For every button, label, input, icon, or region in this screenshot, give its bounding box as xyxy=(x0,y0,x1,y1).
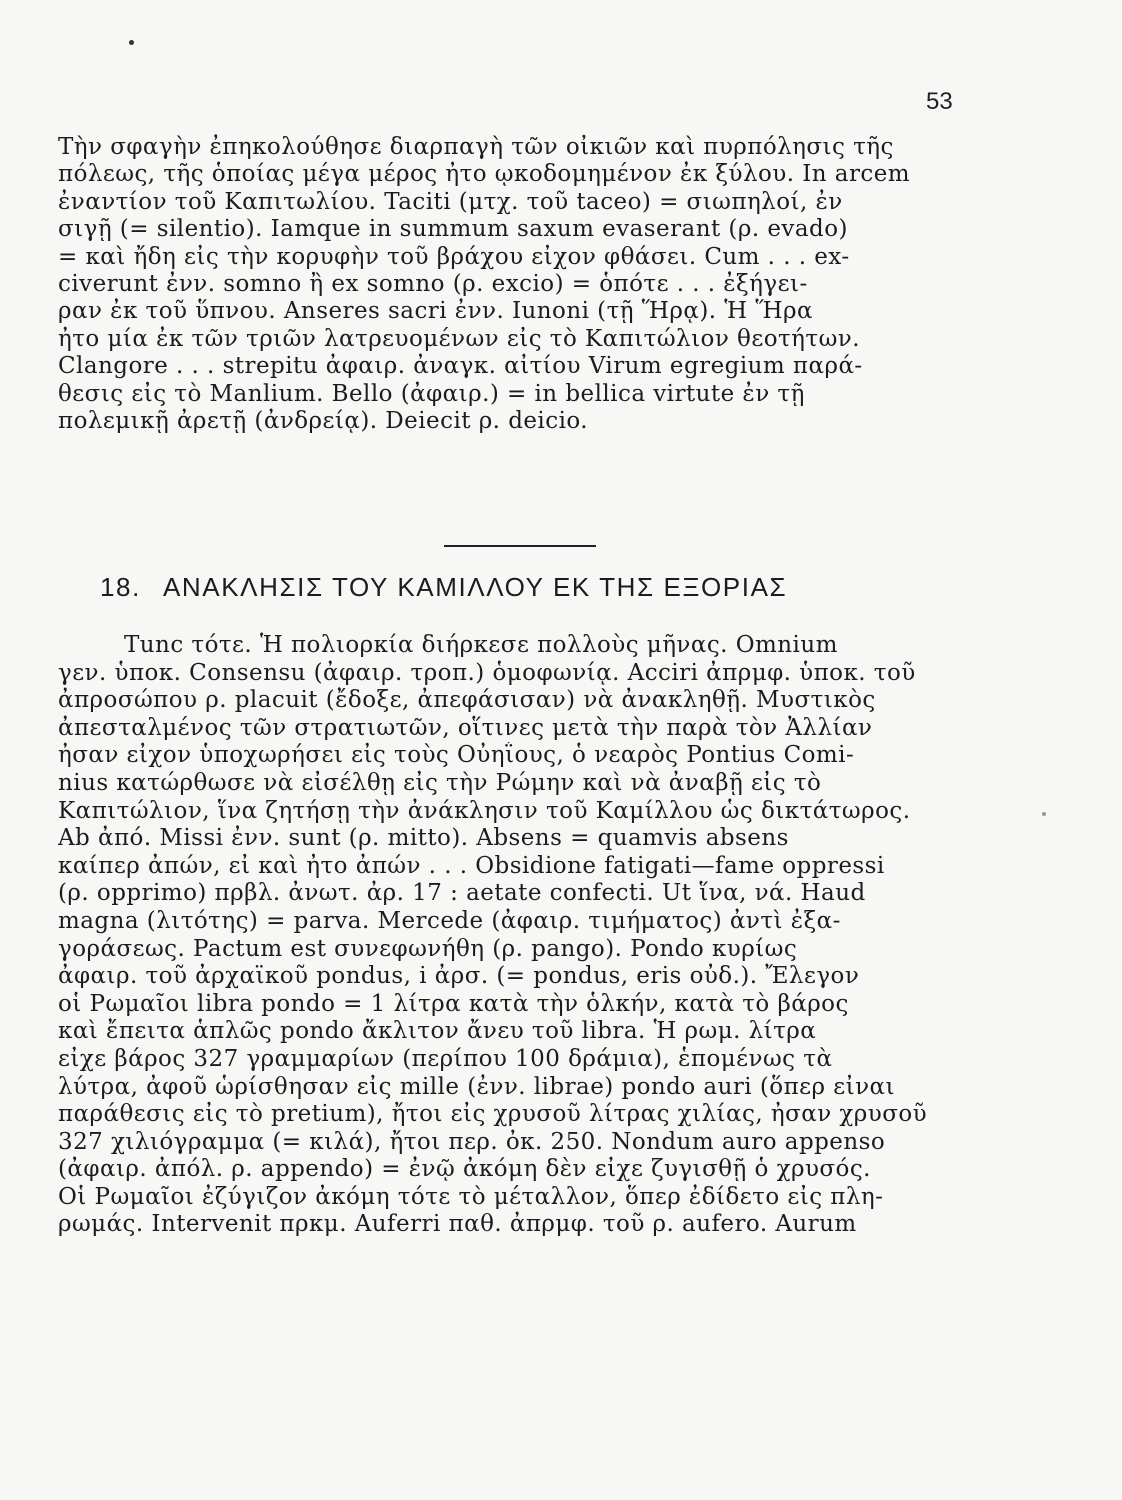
text-line: 327 χιλιόγραμμα (= κιλά), ἤτοι περ. ὀκ. 250. Nondum auro appenso xyxy=(58,1128,886,1155)
text-line: πόλεως, τῆς ὁποίας μέγα μέρος ἦτο ῳκοδομημένον ἐκ ξύλου. In arcem xyxy=(58,161,911,188)
section-heading xyxy=(100,572,960,603)
text-line: (ἀφαιρ. ἀπόλ. ρ. appendo) = ἐνῷ ἀκόμη δὲν εἶχε ζυγισθῇ ὁ χρυσός. xyxy=(58,1156,871,1183)
text-line: ραν ἐκ τοῦ ὕπνου. Anseres sacri ἐνν. Iunoni (τῇ Ἥρᾳ). Ἡ Ἥρα xyxy=(58,298,813,325)
page-number: 53 xyxy=(926,88,953,115)
text-line: magna (λιτότης) = parva. Mercede (ἀφαιρ. τιμήματος) ἀντὶ ἐξα- xyxy=(58,907,841,934)
text-line: ἀπεσταλμένος τῶν στρατιωτῶν, οἵτινες μετὰ τὴν παρὰ τὸν Ἀλλίαν xyxy=(58,714,873,741)
text-line: εἶχε βάρος 327 γραμμαρίων (περίπου 100 δράμια), ἑπομένως τὰ xyxy=(58,1045,833,1072)
text-line: παράθεσις εἰς τὸ pretium), ἤτοι εἰς χρυσοῦ λίτρας χιλίας, ἦσαν χρυσοῦ xyxy=(58,1101,928,1128)
text-line: γεν. ὑποκ. Consensu (ἀφαιρ. τροπ.) ὁμοφωνίᾳ. Acciri ἀπρμφ. ὑποκ. τοῦ xyxy=(58,659,916,686)
text-line: πολεμικῇ ἀρετῇ (ἀνδρείᾳ). Deiecit ρ. deicio. xyxy=(58,408,589,435)
text-line: ρωμάς. Intervenit πρκμ. Auferri παθ. ἀπρμφ. τοῦ ρ. aufero. Aurum xyxy=(58,1211,857,1238)
text-line: (ρ. opprimo) πρβλ. ἀνωτ. ἀρ. 17 : aetate confecti. Ut ἵνα, νά. Haud xyxy=(58,880,866,907)
text-line: λύτρα, ἀφοῦ ὡρίσθησαν εἰς mille (ἐνν. librae) pondo auri (ὅπερ εἶναι xyxy=(58,1073,895,1100)
section-number: 18. xyxy=(100,572,141,602)
text-line: καὶ ἔπειτα ἁπλῶς pondo ἄκλιτον ἄνευ τοῦ libra. Ἡ ρωμ. λίτρα xyxy=(58,1018,817,1045)
text-line: καίπερ ἀπών, εἰ καὶ ἦτο ἀπών . . . Obsidione fatigati—fame oppressi xyxy=(58,852,885,879)
text-line: ἦτο μία ἐκ τῶν τριῶν λατρευομένων εἰς τὸ Καπιτώλιον θεοτήτων. xyxy=(58,325,860,352)
text-line: Τὴν σφαγὴν ἐπηκολούθησε διαρπαγὴ τῶν οἰκιῶν καὶ πυρπόλησις τῆς xyxy=(58,134,894,160)
text-line: Ab ἀπό. Missi ἐνν. sunt (ρ. mitto). Absens = quamvis absens xyxy=(58,825,789,852)
text-line: Καπιτώλιον, ἵνα ζητήσῃ τὴν ἀνάκλησιν τοῦ Καμίλλου ὡς δικτάτωρος. xyxy=(58,797,911,824)
text-line: Οἱ Ρωμαῖοι ἐζύγιζον ἀκόμη τότε τὸ μέταλλον, ὅπερ ἐδίδετο εἰς πλη- xyxy=(58,1183,884,1210)
section-divider xyxy=(444,545,596,547)
text-line: = καὶ ἤδη εἰς τὴν κορυφὴν τοῦ βράχου εἶχον φθάσει. Cum . . . ex- xyxy=(58,243,850,270)
text-line: γοράσεως. Pactum est συνεφωνήθη (ρ. pango). Pondo κυρίως xyxy=(58,935,798,962)
print-speck xyxy=(1042,812,1046,816)
text-line: Clangore . . . strepitu ἀφαιρ. ἀναγκ. αἰτίου Virum egregium παρά- xyxy=(58,353,863,380)
text-line: ἦσαν εἶχον ὑποχωρήσει εἰς τοὺς Οὐηΐους, ὁ νεαρὸς Pontius Comi- xyxy=(58,742,855,769)
paragraph-commentary xyxy=(58,632,958,1239)
text-line: οἱ Ρωμαῖοι libra pondo = 1 λίτρα κατὰ τὴν ὁλκήν, κατὰ τὸ βάρος xyxy=(58,990,849,1017)
text-line: θεσις εἰς τὸ Manlium. Bello (ἀφαιρ.) = in bellica virtute ἐν τῇ xyxy=(58,380,805,407)
text-line: ἀφαιρ. τοῦ ἀρχαϊκοῦ pondus, i ἀρσ. (= pondus, eris οὐδ.). Ἔλεγον xyxy=(58,963,860,990)
text-line: ἀπροσώπου ρ. placuit (ἔδοξε, ἀπεφάσισαν) νὰ ἀνακληθῇ. Μυστικὸς xyxy=(58,687,876,714)
text-line: civerunt ἐνν. somno ἢ ex somno (ρ. excio) = ὁπότε . . . ἐξήγει- xyxy=(58,271,808,298)
text-line: Tunc τότε. Ἡ πολιορκία διήρκεσε πολλοὺς μῆνας. Omnium xyxy=(124,632,838,658)
text-line: ἐναντίον τοῦ Καπιτωλίου. Taciti (μτχ. τοῦ taceo) = σιωπηλοί, ἐν xyxy=(58,188,843,215)
text-line: σιγῇ (= silentio). Iamque in summum saxum evaserant (ρ. evado) xyxy=(58,216,848,243)
print-speck xyxy=(129,40,134,45)
paragraph-continued xyxy=(58,134,958,435)
text-line: nius κατώρθωσε νὰ εἰσέλθῃ εἰς τὴν Ρώμην καὶ νὰ ἀναβῇ εἰς τὸ xyxy=(58,769,822,796)
section-title: ΑΝΑΚΛΗΣΙΣ ΤΟΥ ΚΑΜΙΛΛΟΥ ΕΚ ΤΗΣ ΕΞΟΡΙΑΣ xyxy=(162,572,788,602)
